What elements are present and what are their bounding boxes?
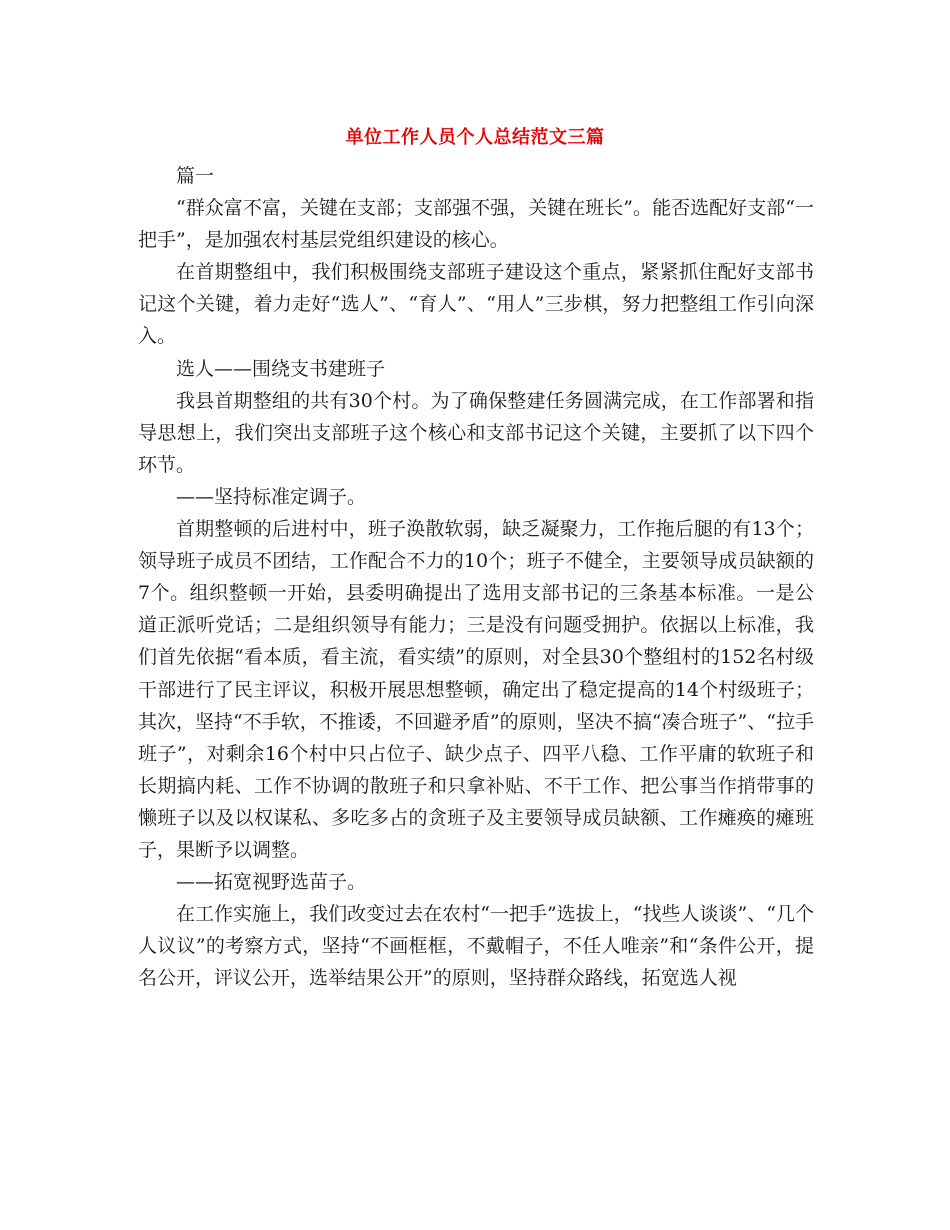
sub-heading: ——拓宽视野选苗子。 — [176, 871, 367, 894]
document-body — [138, 160, 814, 994]
paragraph: 首期整顿的后进村中，班子涣散软弱，缺乏凝聚力，工作拖后腿的有13个；领导班子成员不团结，工作配合不力的10个；班子不健全，主要领导成员缺额的7个。组织整顿一开始，县委明确提出了选用支部书记的三条基本标准。一是公道正派听党话；二是组织领导有能力；三是没有问题受拥护。依据以上标准，我们首先依据“看本质，看主流，看实绩”的原则，对全县30个整组村的152名村级干部进行了民主评议，积极开展思想整顿，确定出了稳定提高的14个村级班子；其次，坚持“不手软，不推诿，不回避矛盾”的原则，坚决不搞“凑合班子”、“拉手班子”，对剩余16个村中只占位子、缺少点子、四平八稳、工作平庸的软班子和长期搞内耗、工作不协调的散班子和只拿补贴、不干工作、把公事当作捎带事的懒班子以及以权谋私、多吃多占的贪班子及主要领导成员缺额、工作瘫痪的瘫班子，果断予以调整。 — [138, 518, 814, 861]
paragraph: 在工作实施上，我们改变过去在农村“一把手”选拔上，“找些人谈谈”、“几个人议议”的考察方式，坚持“不画框框，不戴帽子，不任人唯亲”和“条件公开，提名公开，评议公开，选举结果公开”的原则，坚持群众路线，拓宽选人视 — [138, 903, 814, 990]
paragraph: “群众富不富，关键在支部；支部强不强，关键在班长”。能否选配好支部“一把手”，是加强农村基层党组织建设的核心。 — [138, 197, 814, 252]
paragraph: 在首期整组中，我们积极围绕支部班子建设这个重点，紧紧抓住配好支部书记这个关键，着力走好“选人”、“育人”、“用人”三步棋，努力把整组工作引向深入。 — [138, 261, 814, 348]
paragraph: 我县首期整组的共有30个村。为了确保整建任务圆满完成，在工作部署和指导思想上，我们突出支部班子这个核心和支部书记这个关键，主要抓了以下四个环节。 — [138, 389, 814, 476]
page-title: 单位工作人员个人总结范文三篇 — [345, 127, 605, 148]
section-heading: 篇一 — [176, 165, 215, 187]
sub-heading: ——坚持标准定调子。 — [176, 485, 367, 508]
sub-heading: 选人——围绕支书建班子 — [176, 357, 386, 380]
